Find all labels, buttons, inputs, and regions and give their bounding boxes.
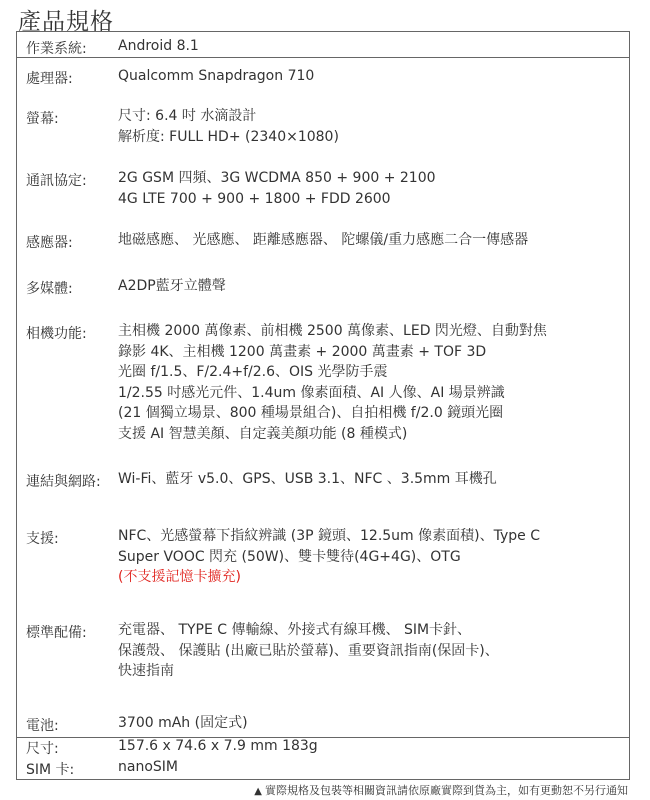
spec-line: (21 個獨立場景、800 種場景組合)、自拍相機 f/2.0 鏡頭光圈 (118, 405, 504, 421)
spec-value-cpu: Qualcomm Snapdragon 710 (118, 68, 315, 84)
spec-line: 1/2.55 吋感光元件、1.4um 像素面積、AI 人像、AI 場景辨識 (118, 384, 505, 401)
spec-value-network (118, 168, 436, 209)
spec-label-connectivity: 連結與網路: (26, 474, 101, 490)
spec-value-battery: 3700 mAh (固定式) (118, 715, 248, 731)
spec-label-media: 多媒體: (26, 281, 73, 297)
spec-label-camera: 相機功能: (26, 326, 87, 342)
spec-table (16, 31, 630, 780)
spec-line: 保護殼、 保護貼 (出廠已貼於螢幕)、重要資訊指南(保固卡)、 (118, 642, 499, 659)
spec-value-screen (118, 106, 339, 147)
spec-label-size: 尺寸: (26, 741, 59, 757)
spec-line: 光圈 f/1.5、F/2.4+f/2.6、OIS 光學防手震 (118, 364, 388, 380)
spec-line: 解析度: FULL HD+ (2340×1080) (118, 128, 339, 145)
spec-label-network: 通訊協定: (26, 173, 87, 189)
divider (17, 737, 629, 738)
spec-line: 主相機 2000 萬像素、前相機 2500 萬像素、LED 閃光燈、自動對焦 (118, 323, 547, 339)
spec-label-cpu: 處理器: (26, 71, 73, 87)
spec-value-connectivity: Wi-Fi、藍牙 v5.0、GPS、USB 3.1、NFC 、3.5mm 耳機孔 (118, 471, 497, 487)
divider (17, 57, 629, 58)
spec-line: 快速指南 (118, 663, 174, 679)
spec-label-sim: SIM 卡: (26, 762, 75, 778)
spec-line: 充電器、 TYPE C 傳輸線、外接式有線耳機、 SIM卡針、 (118, 622, 472, 638)
disclaimer-text: 實際規格及包裝等相關資訊請依原廠實際到貨為主，如有更動恕不另行通知 (265, 784, 628, 797)
spec-value-size: 157.6 x 74.6 x 7.9 mm 183g (118, 738, 318, 754)
spec-label-support: 支援: (26, 531, 59, 547)
spec-value-camera (118, 321, 547, 444)
spec-label-accessories: 標準配備: (26, 625, 87, 641)
spec-label-screen: 螢幕: (26, 111, 59, 127)
page-title: 產品規格 (18, 9, 114, 35)
spec-label-battery: 電池: (26, 718, 59, 734)
spec-line: 錄影 4K、主相機 1200 萬畫素 + 2000 萬畫素 + TOF 3D (118, 343, 487, 360)
disclaimer-footnote (254, 782, 628, 798)
spec-line: NFC、光感螢幕下指紋辨識 (3P 鏡頭、12.5um 像素面積)、Type C (118, 528, 540, 544)
spec-line: Super VOOC 閃充 (50W)、雙卡雙待(4G+4G)、OTG (118, 548, 461, 565)
spec-value-media: A2DP藍牙立體聲 (118, 278, 226, 294)
spec-line: 尺寸: 6.4 吋 水滴設計 (118, 108, 257, 124)
spec-line: 支援 AI 智慧美顏、自定義美顏功能 (8 種模式) (118, 425, 408, 442)
spec-value-sensors: 地磁感應、 光感應、 距離感應器、 陀螺儀/重力感應二合一傳感器 (118, 232, 529, 248)
spec-value-os: Android 8.1 (118, 38, 199, 54)
spec-value-support (118, 526, 540, 588)
spec-value-accessories (118, 620, 499, 682)
spec-value-sim: nanoSIM (118, 759, 178, 775)
spec-label-os: 作業系統: (26, 41, 87, 57)
spec-line: 4G LTE 700 + 900 + 1800 + FDD 2600 (118, 190, 391, 207)
triangle-up-icon: ▲ (254, 786, 262, 797)
no-memory-card-note: (不支援記憶卡擴充) (118, 569, 241, 585)
spec-label-sensors: 感應器: (26, 235, 73, 251)
spec-line: 2G GSM 四頻、3G WCDMA 850 + 900 + 2100 (118, 170, 436, 186)
